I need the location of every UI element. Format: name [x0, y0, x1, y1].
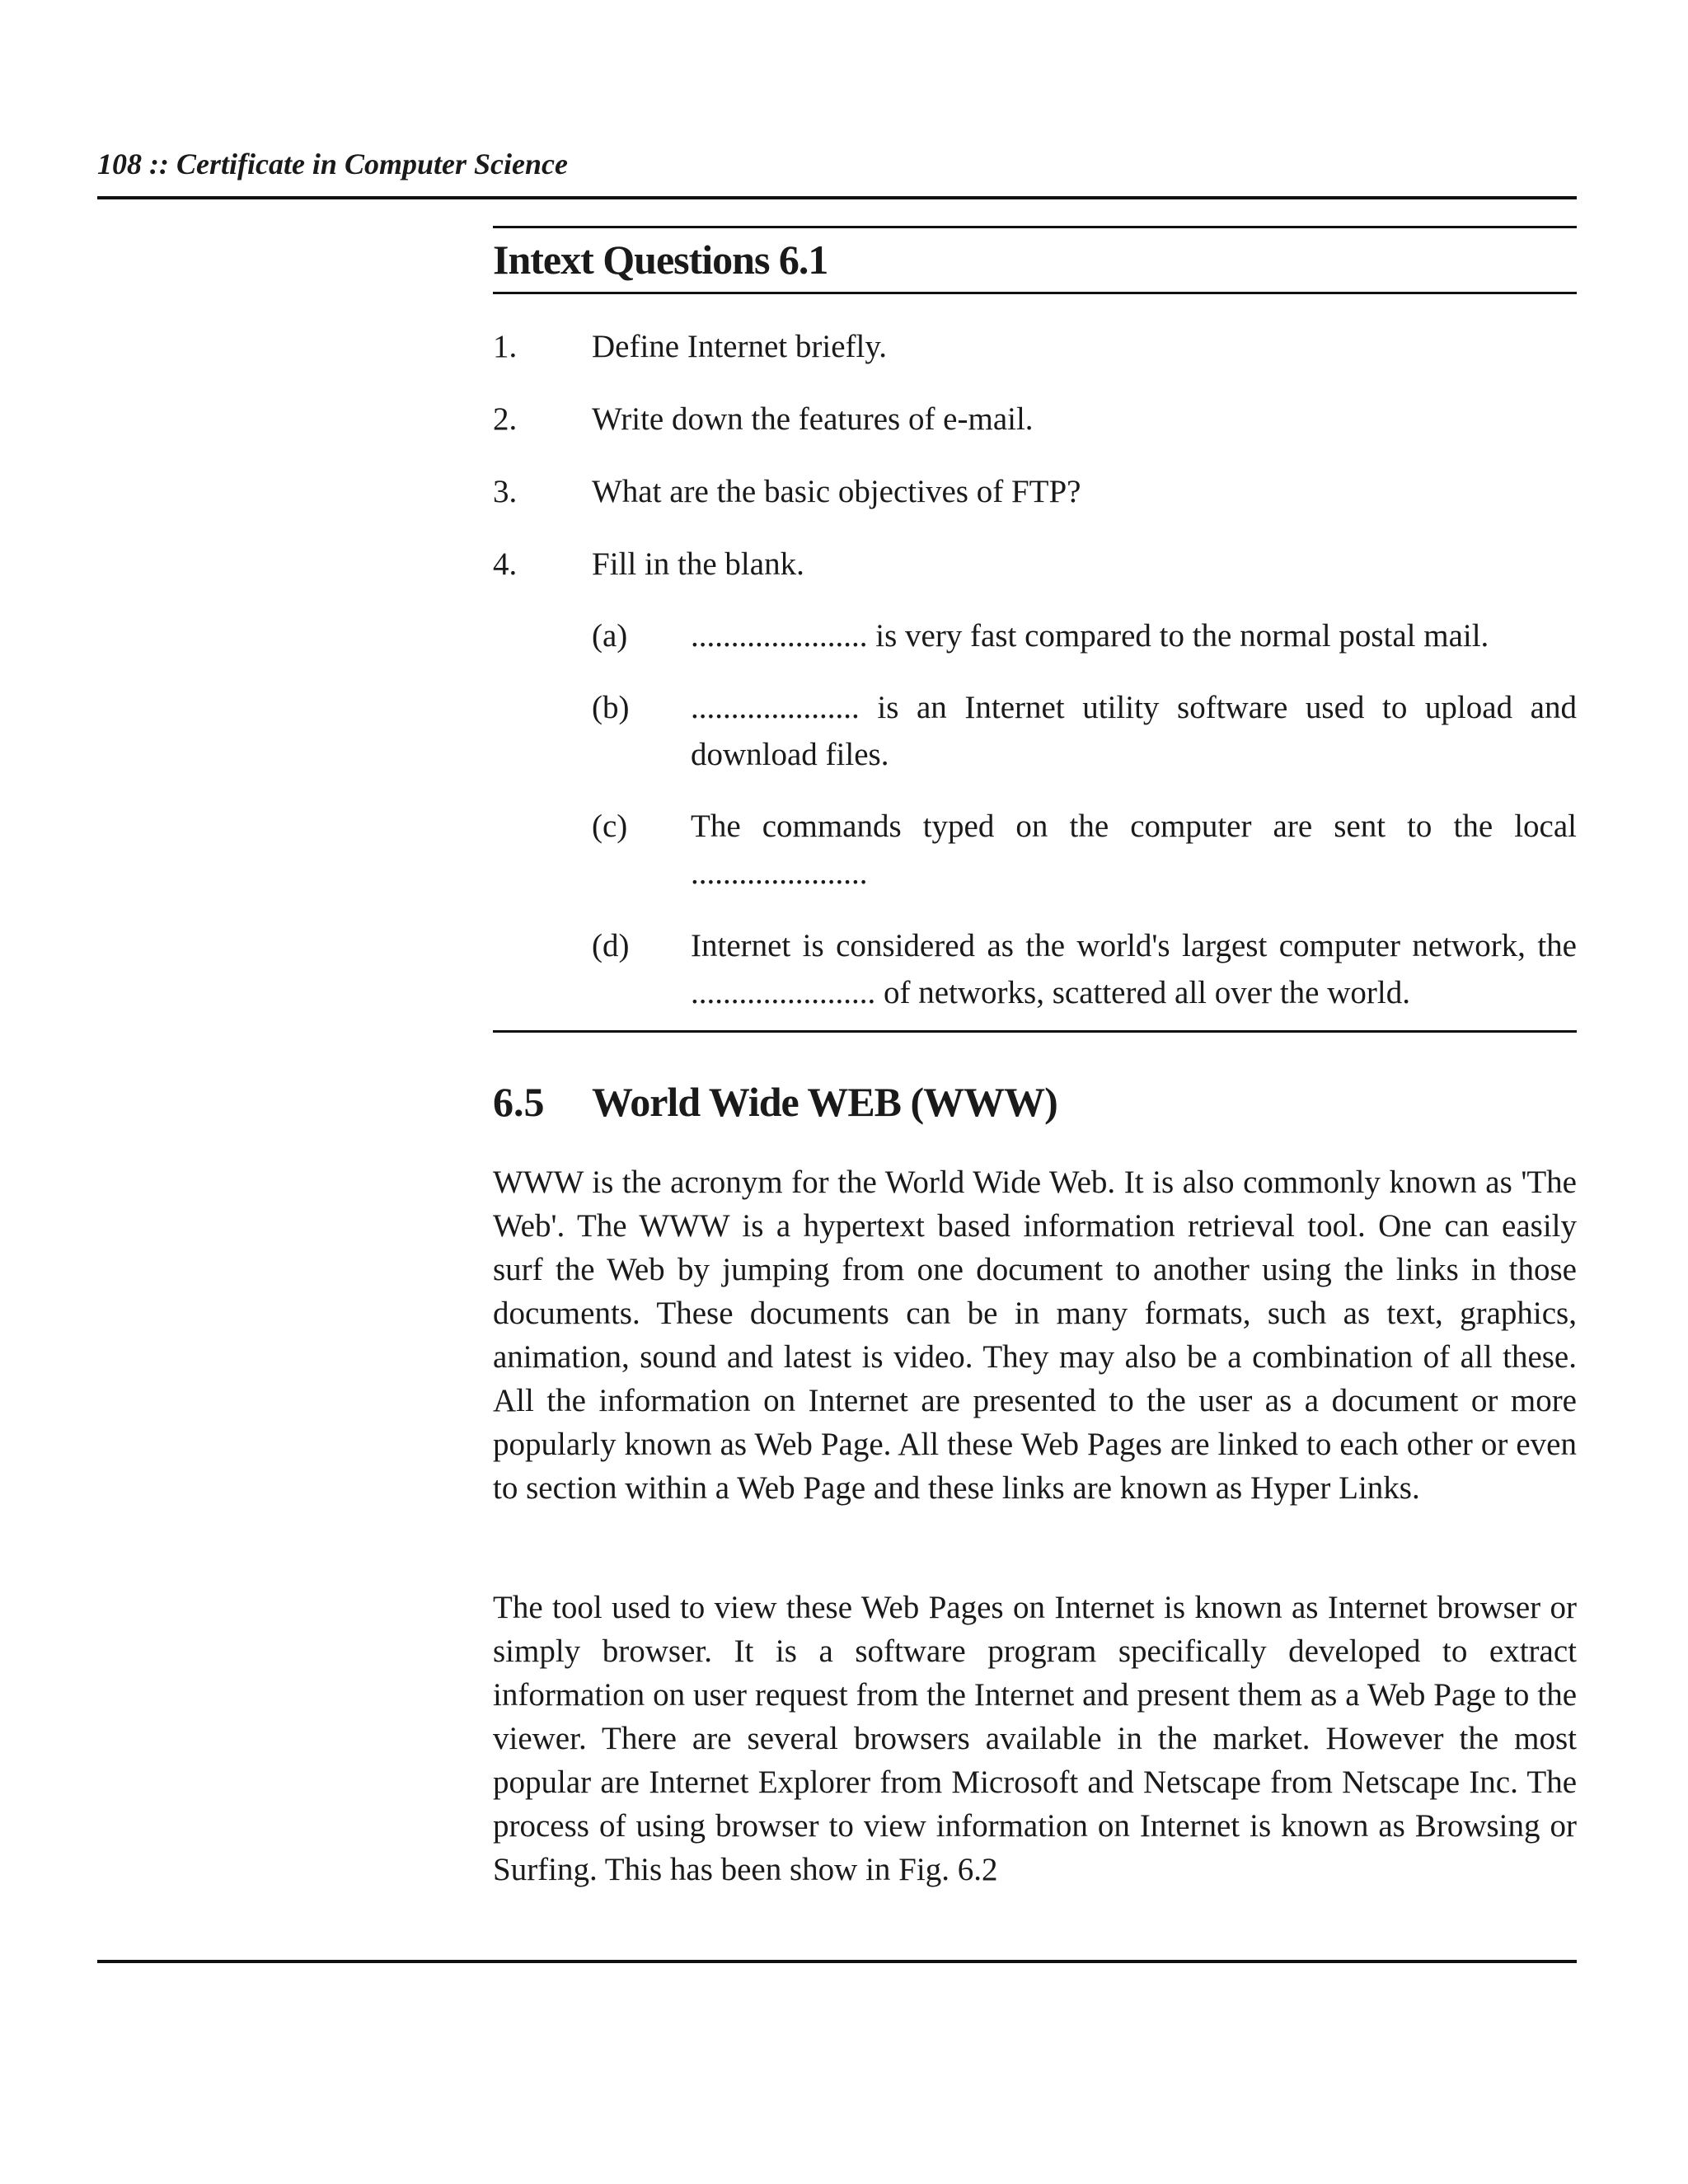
box-bottom-rule — [493, 1030, 1577, 1033]
running-header: 108 :: Certificate in Computer Science — [97, 148, 568, 180]
question-text: Write down the features of e-mail. — [592, 401, 1034, 437]
sub-item-text: ...................... is very fast compared to the normal postal mail. — [691, 618, 1489, 654]
sub-item-label: (d) — [592, 928, 630, 963]
section-title: World Wide WEB (WWW) — [592, 1079, 1057, 1125]
question-text: Define Internet briefly. — [592, 329, 888, 364]
sub-item-text: Internet is considered as the world's largest computer network, the ....................... of networks, scattered all over the world. — [691, 928, 1577, 1010]
section-number: 6.5 — [493, 1079, 545, 1125]
question-number: 4. — [493, 546, 518, 582]
sub-item-text: The commands typed on the computer are sent to the local ...................... — [691, 808, 1577, 891]
sub-item-label: (a) — [592, 618, 628, 654]
question-text: What are the basic objectives of FTP? — [592, 474, 1081, 509]
section-paragraph: The tool used to view these Web Pages on Internet is known as Internet browser or simply browser. It is a software program specifically developed to extract information on user request from the Internet and present them as a Web Page to the viewer. There are several browsers available in the market. However the most popular are Internet Explorer from Microsoft and Netscape from Netscape Inc. The process of using browser to view information on Internet is known as Browsing or Surfing. This has been show in Fig. 6.2 — [493, 1590, 1577, 1887]
box-top-rule — [493, 226, 1577, 228]
sub-item-label: (b) — [592, 690, 630, 725]
box-title-rule — [493, 292, 1577, 294]
section-paragraph: WWW is the acronym for the World Wide Web. It is also commonly known as 'The Web'. The WWW is a hypertext based information retrieval tool. One can easily surf the Web by jumping from one document to another using the links in those documents. These documents can be in many formats, such as text, graphics, animation, sound and latest is video. They may also be a combination of all these. All the information on Internet are presented to the user as a document or more popularly known as Web Page. All these Web Pages are linked to each other or even to section within a Web Page and these links are known as Hyper Links. — [493, 1165, 1577, 1506]
sub-item-label: (c) — [592, 808, 628, 844]
question-text: Fill in the blank. — [592, 546, 804, 582]
header-rule — [97, 196, 1577, 199]
footer-rule — [97, 1960, 1577, 1963]
sub-item-text: ..................... is an Internet utility software used to upload and download files. — [691, 690, 1577, 772]
question-number: 1. — [493, 329, 518, 364]
intext-questions-title: Intext Questions 6.1 — [493, 237, 828, 283]
question-number: 3. — [493, 474, 518, 509]
question-number: 2. — [493, 401, 518, 437]
